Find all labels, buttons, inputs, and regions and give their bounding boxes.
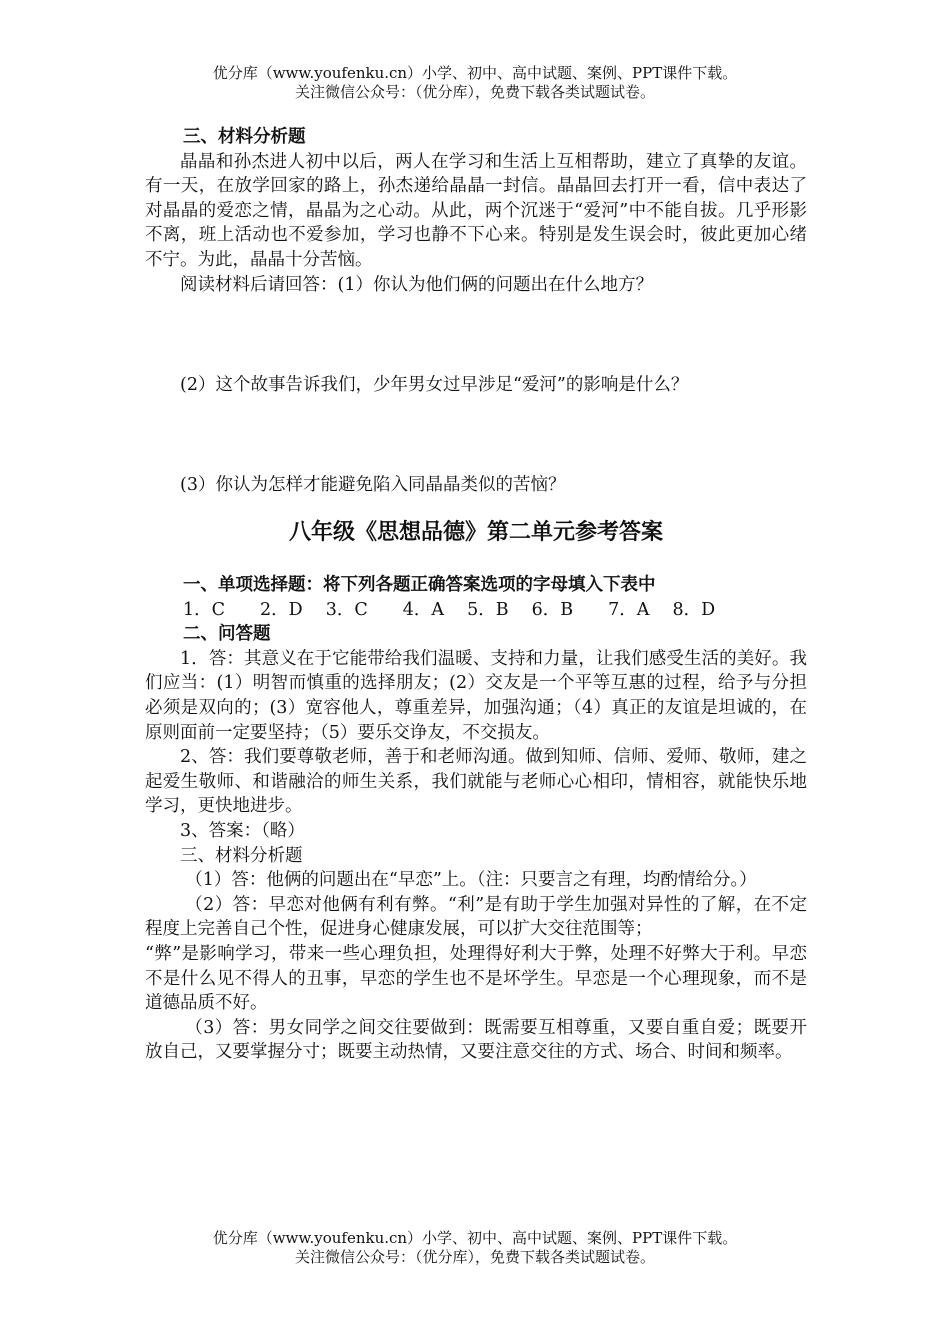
question-1: 阅读材料后请回答：(1）你认为他们俩的问题出在什么地方？ (180, 274, 653, 295)
header-line-1: 优分库（www.youfenku.cn）小学、初中、高中试题、案例、PPT课件下载。 (212, 64, 738, 82)
qa-heading: 二、问答题 (183, 624, 271, 645)
page-footer (0, 1229, 950, 1267)
ma-answer-3: （3）答：男女同学之间交往要做到：既需要互相尊重，又要自重自爱；既要开放自己，又要掌握分寸；既要主动热情，又要注意交往的方式、场合、时间和频率。 (145, 1017, 807, 1063)
question-2-block (145, 373, 807, 398)
qa-answer-3: 3、答案：（略） (180, 820, 305, 841)
footer-line-1: 优分库（www.youfenku.cn）小学、初中、高中试题、案例、PPT课件下载。 (212, 1229, 738, 1247)
ma-answer-2a: （2）答：早恋对他俩有利有弊。“利”是有助于学生加强对异性的了解，在不定程度上完善自己个性，促进身心健康发展，可以扩大交往范围等； (145, 894, 807, 940)
answer-title-block (145, 520, 807, 545)
ma-heading: 三、材料分析题 (180, 845, 303, 866)
answer-title: 八年级《思想品德》第二单元参考答案 (288, 519, 663, 545)
question-2: (2）这个故事告诉我们，少年男女过早涉足“爱河”的影响是什么？ (180, 375, 689, 395)
mc-answers: 1．C 2．D 3．C 4．A 5．B 6．B 7．A 8．D (183, 599, 716, 620)
ma-answer-2b: “弊”是影响学习，带来一些心理负担，处理得好利大于弊，处理不好弊大于利。早恋不是什么见不得人的丑事，早恋的学生也不是坏学生。早恋是一个心理现象，而不是道德品质不好。 (145, 943, 807, 1014)
material-passage: 晶晶和孙杰进人初中以后，两人在学习和生活上互相帮助，建立了真挚的友谊。有一天，在放学回家的路上，孙杰递给晶晶一封信。晶晶回去打开一看，信中表达了对晶晶的爱恋之情，晶晶为之心动。从此，两个沉迷于“爱河”中不能自拔。几乎形影不离，班上活动也不爱参加，学习也静不下心来。特别是发生误会时，彼此更加心绪不宁。为此，晶晶十分苦恼。 (145, 151, 807, 270)
qa-answer-1: 1．答：其意义在于它能带给我们温暖、支持和力量，让我们感受生活的美好。我们应当：(1）明智而慎重的选择朋友；(2）交友是一个平等互惠的过程，给予与分担必须是双向的；(3）宽容他人，尊重差异，加强沟通；（4）真正的友谊是坦诚的，在原则面前一定要坚持；（5）要乐交诤友，不交损友。 (145, 648, 807, 743)
header-line-2: 关注微信公众号：（优分库），免费下载各类试题试卷。 (294, 83, 655, 101)
ma-answer-1: （1）答：他俩的问题出在“早恋”上。（注：只要言之有理，均酌情给分。） (185, 870, 757, 891)
qa-answer-2: 2、答：我们要尊敬老师，善于和老师沟通。做到知师、信师、爱师、敬师，建之起爱生敬师、和谐融洽的师生关系，我们就能与老师心心相印，情相容，就能快乐地学习，更快地进步。 (145, 747, 807, 817)
answer-key (145, 573, 807, 1065)
page-header (0, 64, 950, 102)
section3-heading: 三、材料分析题 (183, 127, 306, 147)
question-3-block (145, 473, 807, 498)
material-analysis-section (145, 125, 807, 297)
question-3: (3）你认为怎样才能避免陷入同晶晶类似的苦恼？ (180, 475, 566, 495)
mc-heading: 一、单项选择题：将下列各题正确答案选项的字母填入下表中 (183, 575, 656, 595)
footer-line-2: 关注微信公众号：（优分库），免费下载各类试题试卷。 (294, 1248, 655, 1266)
